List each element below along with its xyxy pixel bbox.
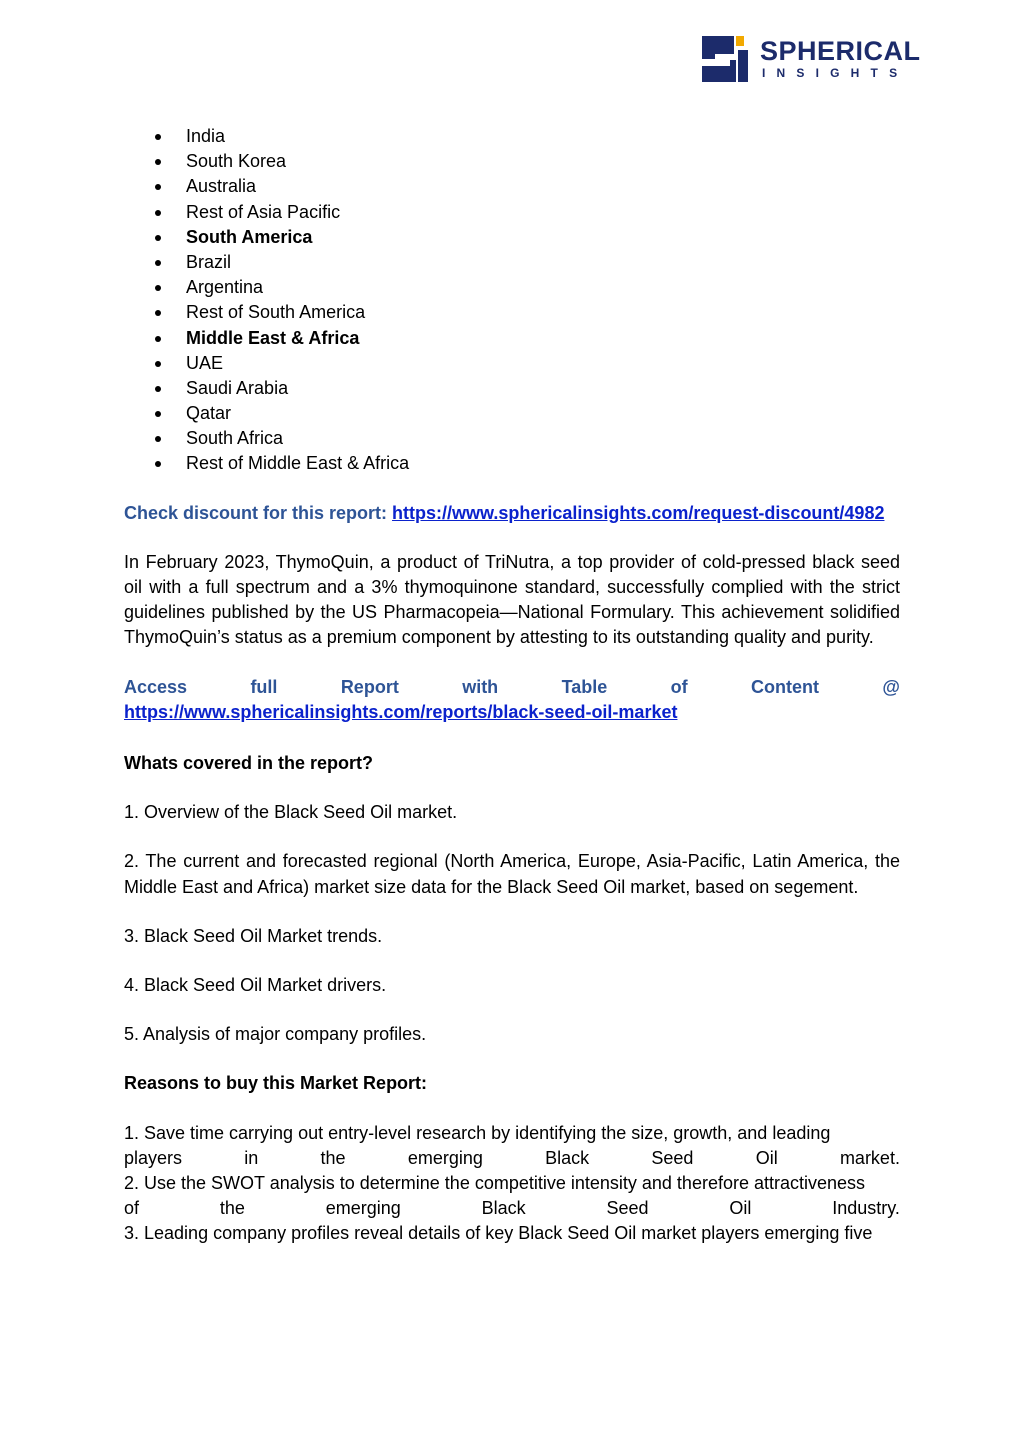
- spherical-logo-mark-icon: [702, 36, 750, 82]
- reason-word: Industry.: [832, 1198, 900, 1219]
- reasons-heading: Reasons to buy this Market Report:: [124, 1073, 428, 1094]
- covered-item: 1. Overview of the Black Seed Oil market.: [124, 802, 458, 823]
- reason-text: 1. Save time carrying out entry-level research by identifying the size, growth, and leading: [124, 1122, 831, 1143]
- reason-word: of: [124, 1198, 140, 1219]
- discount-line: [124, 501, 900, 526]
- region-list: [124, 124, 900, 477]
- reason-word: players: [124, 1147, 183, 1168]
- access-report-line: [124, 675, 900, 700]
- reasons-block: [124, 1121, 900, 1247]
- reason-line: [124, 1121, 900, 1146]
- news-paragraph: In February 2023, ThymoQuin, a product of TriNutra, a top provider of cold-pressed black seed oil with a full spectrum and a 3% thymoquinone standard, successfully complied with the strict guidelines published by the US Pharmacopeia—National Formulary. This achievement solidified ThymoQuin’s status as a premium component by attesting to its outstanding quality and purity.: [124, 551, 900, 648]
- reason-word: the: [219, 1198, 245, 1219]
- list-item: Rest of Asia Pacific: [124, 200, 900, 225]
- list-item: South Africa: [124, 426, 900, 451]
- covered-item: 4. Black Seed Oil Market drivers.: [124, 975, 387, 996]
- reason-word: emerging: [407, 1147, 483, 1168]
- reason-word: Seed: [651, 1147, 694, 1168]
- reason-word: in: [244, 1147, 259, 1168]
- reason-word: market.: [839, 1147, 900, 1168]
- reason-word: the: [320, 1147, 346, 1168]
- list-item: South Korea: [124, 149, 900, 174]
- access-word: full: [250, 676, 278, 697]
- reason-word: Black: [545, 1147, 590, 1168]
- access-word: Report: [340, 676, 399, 697]
- list-item-heading: South America: [124, 225, 900, 250]
- reason-line: [124, 1146, 900, 1171]
- report-link[interactable]: https://www.sphericalinsights.com/reports/black-seed-oil-market: [124, 701, 678, 722]
- reason-word: Oil: [755, 1147, 778, 1168]
- reason-line: [124, 1171, 900, 1196]
- reason-line: [124, 1221, 900, 1246]
- access-link-line: [124, 700, 900, 725]
- reason-word: emerging: [325, 1198, 401, 1219]
- list-item-heading: Middle East & Africa: [124, 326, 900, 351]
- list-item: UAE: [124, 351, 900, 376]
- list-item: Brazil: [124, 250, 900, 275]
- access-word: Table: [561, 676, 608, 697]
- brand-name: SPHERICAL: [760, 36, 921, 66]
- covered-heading: Whats covered in the report?: [124, 753, 374, 774]
- list-item: Qatar: [124, 401, 900, 426]
- reason-word: Black: [481, 1198, 526, 1219]
- discount-link[interactable]: https://www.sphericalinsights.com/request-discount/4982: [392, 502, 885, 523]
- covered-item: 3. Black Seed Oil Market trends.: [124, 925, 383, 946]
- reason-text: 2. Use the SWOT analysis to determine the competitive intensity and therefore attractiveness: [124, 1173, 866, 1194]
- access-word: Access: [124, 676, 188, 697]
- list-item: India: [124, 124, 900, 149]
- list-item: Rest of South America: [124, 300, 900, 325]
- access-word: @: [882, 676, 900, 697]
- spherical-insights-logo: [702, 36, 921, 82]
- access-word: Content: [751, 676, 819, 697]
- list-item: Australia: [124, 174, 900, 199]
- access-word: of: [670, 676, 688, 697]
- covered-item: 5. Analysis of major company profiles.: [124, 1024, 427, 1045]
- access-word: with: [462, 676, 499, 697]
- covered-item: 2. The current and forecasted regional (North America, Europe, Asia-Pacific, Latin America, the Middle East and Africa) market size data for the Black Seed Oil market, based on segement.: [124, 851, 900, 897]
- reason-word: Oil: [729, 1198, 752, 1219]
- list-item: Saudi Arabia: [124, 376, 900, 401]
- reason-word: Seed: [606, 1198, 649, 1219]
- reason-text: 3. Leading company profiles reveal details of key Black Seed Oil market players emerging five: [124, 1223, 873, 1244]
- discount-label: Check discount for this report:: [124, 502, 393, 523]
- document-body: [124, 124, 900, 1247]
- list-item: Argentina: [124, 275, 900, 300]
- list-item: Rest of Middle East & Africa: [124, 451, 900, 476]
- reason-line: [124, 1196, 900, 1221]
- brand-subtitle: INSIGHTS: [762, 66, 909, 80]
